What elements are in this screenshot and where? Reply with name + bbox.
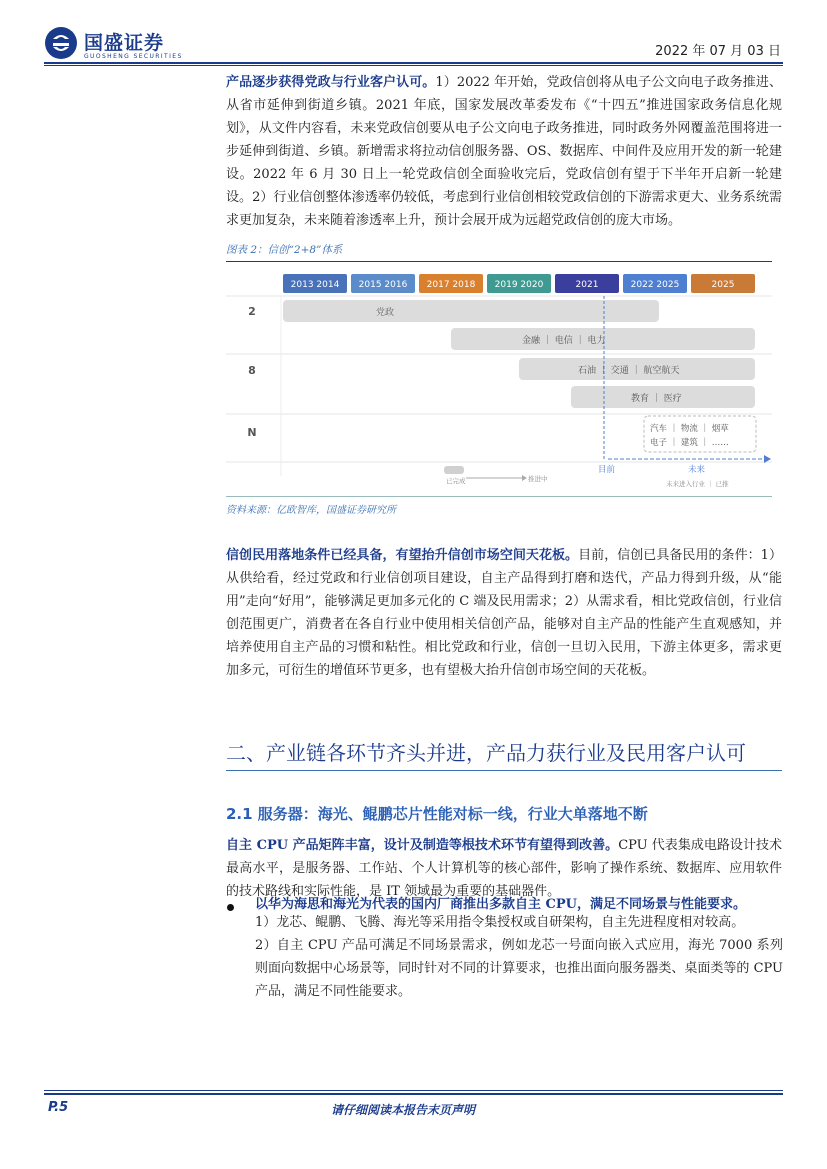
period-label: 2025	[711, 280, 735, 290]
report-date: 2022 年 07 月 03 日	[655, 44, 781, 59]
paragraph-party-govt	[226, 71, 782, 232]
period-box	[487, 274, 551, 293]
header-rule-thin	[44, 65, 783, 66]
paragraph-text: 目前，信创已具备民用的条件：1）从供给看，经过党政和行业信创项目建设，自主产品得到打磨和迭代，产品力得到升级，从“能用”走向“好用”，能够满足更加多元化的 C 端及民用需求；2）从需求看，相比党政信创，行业信创范围更广，消费者在各自行业中使用相关信创产品，能够对自主产品的性能产生直观感知，并培养使用自主产品的习惯和粘性。相比党政和行业，信创一旦切入民用，下游主体更多，需求更加多元，可衍生的增值环节更多，也有望极大抬升信创市场空间的天花板。	[226, 548, 782, 678]
bar-label: 石油 ｜ 交通 ｜ 航空航天	[578, 366, 680, 376]
section-2-heading: 二、产业链各环节齐头并进，产品力获行业及民用客户认可	[226, 741, 746, 765]
footer-disclaimer: 请仔细阅读本报告末页声明	[331, 1103, 476, 1117]
future-industries-box	[644, 416, 756, 452]
brand-subtitle: GUOSHENG SECURITIES	[84, 53, 183, 60]
period-label: 2019 2020	[494, 280, 544, 290]
bar-label: 党政	[376, 308, 395, 318]
future-industries-line: 电子 ｜ 建筑 ｜ ……	[650, 438, 729, 448]
period-box	[623, 274, 687, 293]
paragraph-text: 1）2022 年开始，党政信创将从电子公文向电子政务推进、从省市延伸到街道乡镇。2021 年底，国家发展改革委发布《“十四五”推进国家政务信息化规划》，从文件内容看，未来党政信创要从电子公文向电子政务推进，同时政务外网覆盖范围将进一步延伸到街道、乡镇。新增需求将拉动信创服务器、OS、数据库、中间件及应用开发的新一轮建设。2022 年 6 月 30 日上一轮党政信创全面验收完后，党政信创有望于下半年开启新一轮建设。2）行业信创整体渗透率仍较低，考虑到行业信创相较党政信创的下游需求更大、业务系统需求更加复杂，未来随着渗透率上升，预计会展开成为远超党政信创的庞大市场。	[226, 75, 782, 228]
legend-label: 已完成	[446, 477, 466, 485]
chart-legend	[444, 466, 729, 488]
period-label: 2022 2025	[630, 280, 680, 290]
footer-rule-thin	[44, 1090, 783, 1091]
paragraph-lead: 信创民用落地条件已经具备，有望抬升信创市场空间天花板。	[226, 548, 579, 563]
bar-education	[571, 386, 755, 408]
now-label: 目前	[598, 465, 616, 475]
row-label: N	[247, 426, 257, 439]
period-label: 2015 2016	[358, 280, 408, 290]
row-label: 2	[248, 305, 256, 318]
period-box	[691, 274, 755, 293]
paragraph-civil-use	[226, 544, 782, 682]
footer-rule	[44, 1093, 783, 1095]
bar-label: 教育 ｜ 医疗	[631, 394, 682, 404]
future-label: 未来	[688, 465, 706, 475]
bar-petroleum	[519, 358, 755, 380]
xinchuang-2-8-diagram	[226, 266, 772, 492]
page-number: P.5	[48, 1100, 69, 1115]
paragraph-text: CPU 代表集成电路设计技术最高水平，是服务器、工作站、个人计算机等的核心部件，影响了操作系统、数据库、应用软件的技术路线和实际性能，是 IT 领域最为重要的基础器件。	[226, 838, 782, 899]
period-box	[419, 274, 483, 293]
section-2-rule	[226, 770, 782, 771]
bar-finance	[451, 328, 755, 350]
paragraph-lead: 产品逐步获得党政与行业客户认可。	[226, 75, 436, 90]
figure-bottom-rule	[226, 496, 772, 497]
legend-label: 未来进入行业 ｜ 已推	[666, 480, 729, 488]
bullet-heading: 以华为海思和海光为代表的国内厂商推出多款自主 CPU，满足不同场景与性能要求。	[255, 897, 746, 912]
figure-title: 图表 2：信创“2+8”体系	[226, 244, 343, 256]
period-header	[283, 274, 755, 293]
period-box	[283, 274, 347, 293]
figure-source: 资料来源：亿欧智库，国盛证券研究所	[226, 505, 396, 516]
guosheng-logo-icon	[44, 26, 78, 60]
brand-name: 国盛证券	[84, 32, 165, 54]
bullet-sub-item: 1）龙芯、鲲鹏、飞腾、海光等采用指令集授权或自研架构，自主先进程度相对较高。	[255, 915, 745, 930]
future-industries-line: 汽车 ｜ 物流 ｜ 烟草	[650, 424, 729, 434]
period-box	[555, 274, 619, 293]
figure-top-rule	[226, 261, 772, 262]
bullet-sub-item: 2）自主 CPU 产品可满足不同场景需求，例如龙芯一号面向嵌入式应用，海光 7000 系列则面向数据中心场景等，同时针对不同的计算要求，也推出面向服务器类、桌面类等的 CPU 产品，满足不同性能要求。	[255, 938, 783, 999]
section-2-1-heading: 2.1 服务器：海光、鲲鹏芯片性能对标一线，行业大单落地不断	[226, 805, 648, 823]
bar-party-govt	[283, 300, 659, 322]
row-label: 8	[248, 364, 256, 377]
period-label: 2013 2014	[290, 280, 340, 290]
bar-label: 金融 ｜ 电信 ｜ 电力	[522, 336, 606, 346]
legend-label: 推进中	[528, 475, 548, 483]
period-box	[351, 274, 415, 293]
paragraph-lead: 自主 CPU 产品矩阵丰富，设计及制造等根技术环节有望得到改善。	[226, 838, 619, 853]
period-label: 2021	[575, 280, 599, 290]
header-rule	[44, 62, 783, 64]
bullet-dot	[227, 904, 234, 911]
period-label: 2017 2018	[426, 280, 476, 290]
